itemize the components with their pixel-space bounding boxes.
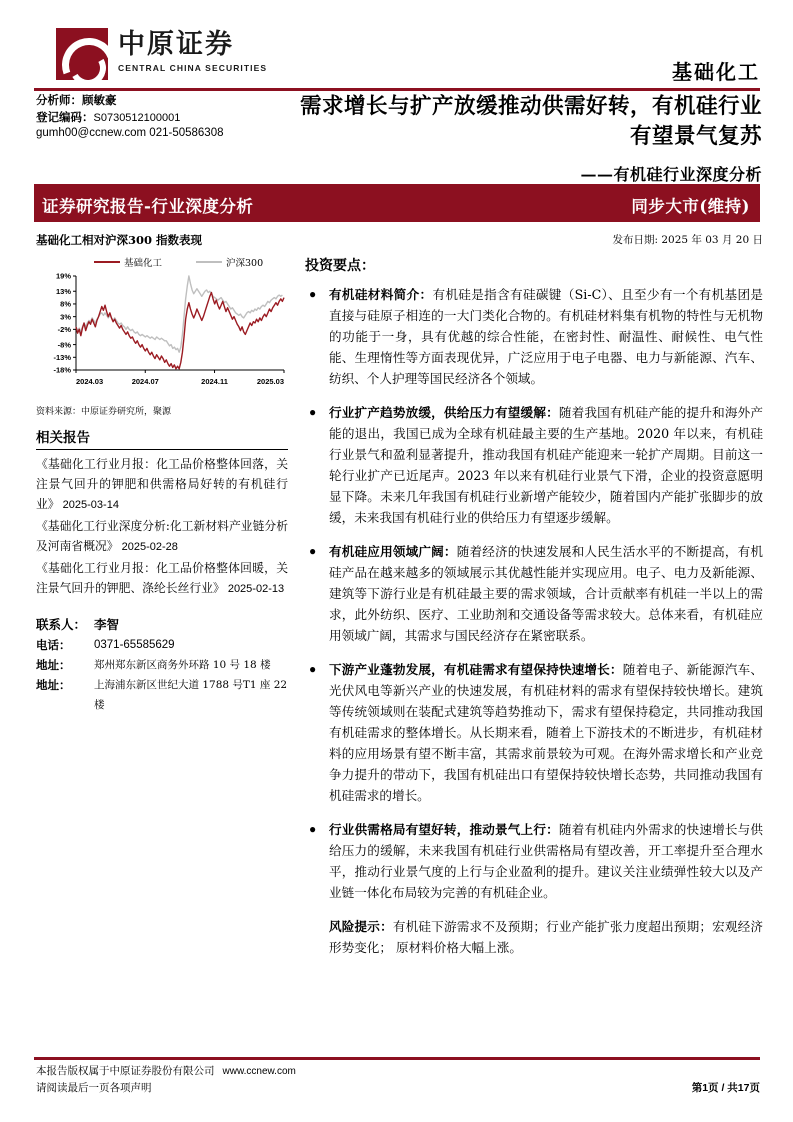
contact-address2-label: 地址： bbox=[36, 678, 71, 692]
investment-point-body: 随着有机硅内外需求的快速增长与供给压力的缓解，未来我国有机硅行业供需格局有望改善，开工率提升至合理水平，推动行业景气度的上行与企业盈利的提升。建议关注业绩弹性较大以及产业链一体化布局较为完善的有机硅企业。 bbox=[329, 822, 764, 900]
footer-url[interactable]: www.ccnew.com bbox=[222, 1066, 296, 1077]
investment-point-text bbox=[329, 284, 763, 389]
investment-point-body: 随着经济的快速发展和人民生活水平的不断提高，有机硅产品在越来越多的领域展示其优越性能并实现应用。电子、电力及新能源、建筑等下游行业是有机硅最主要的需求领域，合计贡献率有机硅一半以上的需求，此外纺织、医疗、工业助剂和交通设备等需求较大。总体来看，有机硅应用领域广阔，其需求与国民经济存在紧密联系。 bbox=[329, 544, 764, 643]
analyst-info bbox=[36, 93, 286, 142]
performance-chart bbox=[36, 254, 288, 402]
related-report-item[interactable] bbox=[36, 558, 288, 599]
bullet-dot-icon: ● bbox=[309, 287, 317, 301]
left-sidebar bbox=[36, 232, 288, 715]
bullet-dot-icon: ● bbox=[309, 822, 317, 836]
svg-text:-8%: -8% bbox=[57, 340, 71, 350]
contact-address1-label: 地址： bbox=[36, 658, 71, 672]
footer-page-number: 第1页 / 共17页 bbox=[691, 1082, 760, 1094]
related-report-date: 2025-03-14 bbox=[59, 499, 119, 511]
related-divider bbox=[36, 449, 288, 450]
svg-text:13%: 13% bbox=[55, 286, 71, 296]
chart-canvas bbox=[36, 270, 288, 400]
footer-divider bbox=[34, 1057, 760, 1060]
svg-text:2024.03: 2024.03 bbox=[76, 377, 104, 386]
logo-swirl-icon bbox=[56, 28, 108, 80]
header-divider bbox=[34, 88, 760, 91]
contact-person-name: 李智 bbox=[94, 617, 120, 632]
related-report-title: 《基础化工行业月报：化工品价格整体回暖，关注景气回升的钾肥、涤纶长丝行业》 bbox=[36, 561, 288, 595]
investment-point bbox=[305, 659, 763, 806]
investment-point-lead: 下游产业蓬勃发展，有机硅需求有望保持快速增长： bbox=[329, 662, 623, 677]
contact-address2-row bbox=[36, 675, 288, 715]
investment-point-text bbox=[329, 541, 763, 646]
contact-address2-value: 上海浦东新区世纪大道 1788 号T1 座 22 楼 bbox=[94, 679, 288, 711]
main-content bbox=[305, 232, 763, 958]
investment-point-text bbox=[329, 659, 763, 806]
report-title-block bbox=[300, 92, 762, 185]
publish-date: 发布日期: 2025 年 03 月 20 日 bbox=[612, 234, 763, 246]
legend-item-1 bbox=[196, 255, 263, 269]
svg-text:-2%: -2% bbox=[57, 325, 71, 335]
contact-address1-value: 郑州郑东新区商务外环路 10 号 18 楼 bbox=[94, 659, 271, 671]
svg-text:2024.07: 2024.07 bbox=[131, 377, 159, 386]
related-report-title: 《基础化工行业深度分析:化工新材料产业链分析及河南省概况》 bbox=[36, 519, 288, 553]
investment-point-body: 随着我国有机硅产能的提升和海外产能的退出，我国已成为全球有机硅最主要的生产基地。2020 年以来，有机硅行业景气和盈利显著提升，推动我国有机硅产能迎来一轮扩产周期。目前这一轮行业扩产已近尾声。2023 年以来有机硅行业景气下滑，企业的投资意愿明显下降。未来几年我国有机硅行业新增产能较少，随着国内产能扩张脚步的放缓，未来我国有机硅行业的供给压力有望逐步缓解。 bbox=[329, 405, 764, 525]
investment-point bbox=[305, 819, 763, 903]
contact-phone-value: 0371-65585629 bbox=[94, 639, 175, 651]
report-footer bbox=[36, 1063, 760, 1097]
contact-person-row bbox=[36, 615, 288, 635]
legend-item-0 bbox=[94, 255, 162, 269]
risk-warning-label: 风险提示： bbox=[329, 919, 393, 934]
related-report-date: 2025-02-28 bbox=[118, 541, 178, 553]
footer-copyright: 本报告版权属于中原证券股份有限公司 bbox=[36, 1065, 215, 1077]
chart-legend bbox=[84, 254, 284, 270]
svg-text:2024.11: 2024.11 bbox=[201, 377, 228, 386]
page-title: 需求增长与扩产放缓推动供需好转，有机硅行业有望景气复苏 bbox=[300, 94, 763, 149]
analyst-label: 分析师： bbox=[36, 93, 82, 107]
report-header bbox=[34, 24, 760, 86]
investment-point-body: 有机硅是指含有硅碳键（Si-C）、且至少有一个有机基团是直接与硅原子相连的一大门类化合物的。有机硅材料集有机物的特性与无机物的功能于一身，具有优越的综合性能，在密封性、耐温性、耐候性、电气性能、生理惰性等方面表现优异，广泛应用于电子电器、电力与新能源、汽车、纺织、个人护理等国民经济各个领域。 bbox=[329, 287, 763, 386]
related-report-date: 2025-02-13 bbox=[224, 583, 285, 595]
contact-info bbox=[36, 615, 288, 715]
bullet-dot-icon: ● bbox=[309, 544, 317, 558]
contact-phone-row bbox=[36, 635, 288, 655]
related-report-item[interactable] bbox=[36, 454, 288, 515]
investment-points-heading: 投资要点： bbox=[305, 258, 375, 274]
bullet-dot-icon: ● bbox=[309, 662, 317, 676]
svg-text:3%: 3% bbox=[60, 312, 71, 322]
chart-title: 基础化工相对沪深300 指数表现 bbox=[36, 233, 203, 247]
industry-tag: 基础化工 bbox=[672, 60, 760, 84]
investment-point-text bbox=[329, 819, 763, 903]
analyst-contact: gumh00@ccnew.com 021-50586308 bbox=[36, 127, 224, 139]
contact-person-label: 联系人： bbox=[36, 617, 87, 632]
svg-text:-13%: -13% bbox=[53, 352, 71, 362]
report-type-label: 证券研究报告-行业深度分析 bbox=[42, 197, 254, 216]
contact-address1-row bbox=[36, 655, 288, 675]
footer-disclaimer: 请阅读最后一页各项声明 bbox=[36, 1082, 152, 1094]
legend-label-1: 沪深300 bbox=[226, 258, 264, 269]
analyst-name: 顾敏豪 bbox=[82, 93, 117, 107]
legend-swatch-0 bbox=[94, 261, 120, 264]
contact-phone-label: 电话： bbox=[36, 638, 71, 652]
investment-point-lead: 行业扩产趋势放缓，供给压力有望缓解： bbox=[329, 405, 559, 420]
chart-source: 资料来源：中原证券研究所，聚源 bbox=[36, 407, 172, 417]
investment-points-list bbox=[305, 284, 763, 903]
investment-point bbox=[305, 284, 763, 389]
reg-code-value: S0730512100001 bbox=[93, 111, 181, 124]
related-reports-list bbox=[36, 454, 288, 599]
related-report-title: 《基础化工行业月报：化工品价格整体回落，关注景气回升的钾肥和供需格局好转的有机硅行业》 bbox=[36, 457, 288, 511]
legend-swatch-1 bbox=[196, 261, 222, 264]
investment-point bbox=[305, 541, 763, 646]
investment-point-body: 随着电子、新能源汽车、光伏风电等新兴产业的快速发展，有机硅材料的需求有望保持较快增长。建筑等传统领域则在装配式建筑等趋势推动下，需求有望保持稳定，共同推动我国有机硅需求的整体增长。从长期来看，随着上下游技术的不断进步，有机硅材料的应用场景有望不断丰富，其需求前景较为可观。在海外需求增长和产业竞争力提升的带动下，我国有机硅出口有望保持较快增长态势，共同推动我国有机硅需求的增长。 bbox=[329, 662, 764, 803]
investment-point bbox=[305, 402, 763, 528]
risk-warning bbox=[329, 916, 763, 958]
rating-badge: 同步大市(维持) bbox=[631, 197, 750, 216]
svg-text:-18%: -18% bbox=[53, 365, 71, 375]
bullet-dot-icon: ● bbox=[309, 405, 317, 419]
logo-name-cn: 中原证券 bbox=[118, 29, 234, 60]
investment-point-text bbox=[329, 402, 763, 528]
report-type-banner bbox=[34, 186, 760, 222]
investment-point-lead: 行业供需格局有望好转，推动景气上行： bbox=[329, 822, 559, 837]
svg-text:19%: 19% bbox=[55, 271, 71, 281]
investment-point-lead: 有机硅材料简介： bbox=[329, 287, 433, 302]
logo-name-en: CENTRAL CHINA SECURITIES bbox=[118, 63, 268, 73]
investment-point-lead: 有机硅应用领域广阔： bbox=[329, 544, 457, 559]
related-reports-heading: 相关报告 bbox=[36, 430, 90, 446]
svg-text:2025.03: 2025.03 bbox=[256, 377, 284, 386]
reg-code-label: 登记编码： bbox=[36, 109, 94, 124]
page-subtitle: ——有机硅行业深度分析 bbox=[580, 165, 762, 184]
company-logo bbox=[56, 28, 267, 80]
legend-label-0: 基础化工 bbox=[124, 258, 163, 269]
risk-warning-body: 有机硅下游需求不及预期；行业产能扩张力度超出预期；宏观经济形势变化； 原材料价格大幅上涨。 bbox=[329, 919, 764, 955]
svg-text:8%: 8% bbox=[60, 299, 71, 309]
related-report-item[interactable] bbox=[36, 516, 288, 557]
